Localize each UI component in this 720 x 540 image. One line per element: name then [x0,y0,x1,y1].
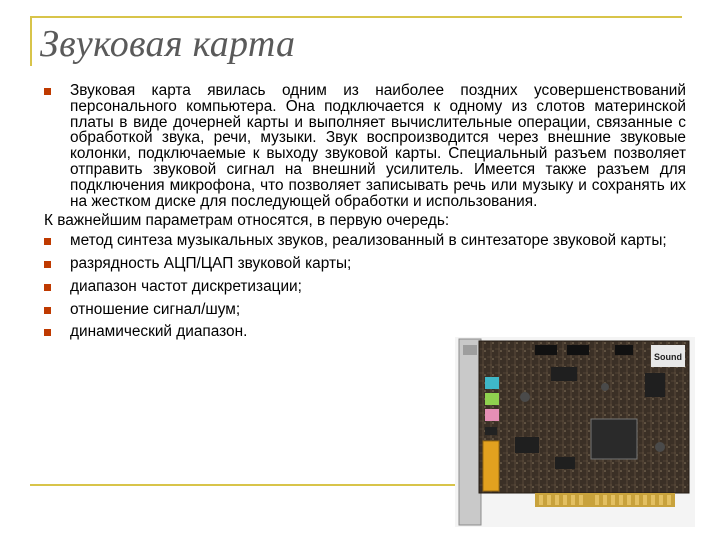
square-bullet-icon [44,329,51,336]
params-heading: К важнейшим параметрам относятся, в первую очередь: [44,212,450,230]
list-item-text: отношение сигнал/шум; [70,300,241,318]
dsp-chip [591,419,637,459]
metal-bracket [459,339,481,525]
list-item [44,279,686,295]
frame-top-line [30,16,682,18]
list-item [44,256,686,272]
sound-card-illustration [455,337,695,527]
list-item [44,302,686,318]
slide-title: Звуковая карта [40,23,296,65]
frame-left-line [30,16,32,66]
sound-card-photo [455,337,695,527]
list-item-text: динамический диапазон. [70,323,248,341]
list-item-text: диапазон частот дискретизации; [70,277,302,295]
list-item-text: разрядность АЦП/ЦАП звуковой карты; [70,254,352,272]
square-bullet-icon [44,88,51,95]
list-item [44,233,686,249]
line-in-jack [485,377,499,389]
mic-jack [485,409,499,421]
square-bullet-icon [44,307,51,314]
intro-bullet [44,83,686,209]
game-port [483,441,499,491]
square-bullet-icon [44,238,51,245]
list-item-text: метод синтеза музыкальных звуков, реализованный в синтезаторе звуковой карты; [70,232,667,250]
svg-text:Sound: Sound [654,352,682,362]
params-list [44,233,686,340]
slide-content [44,83,686,347]
square-bullet-icon [44,284,51,291]
line-out-jack [485,393,499,405]
intro-text: Звуковая карта явилась одним из наиболее поздних усовершенствований персонального компьютера. Она подключается к одному из слотов материнской платы в виде дочерней карты и выполняет вычислительные операции, связанные с обработкой звука, речи, музыки. Звук воспроизводится через внешние звуковые колонки, подключаемые к выходу звуковой карты. Специальный разъем позволяет отправить звуковой сигнал на внешний усилитель. Имеется также разъем для подключения микрофона, что позволяет записывать речь или музыку и сохранять их на жестком диске для последующей обработки и использования. [70,82,686,210]
square-bullet-icon [44,261,51,268]
